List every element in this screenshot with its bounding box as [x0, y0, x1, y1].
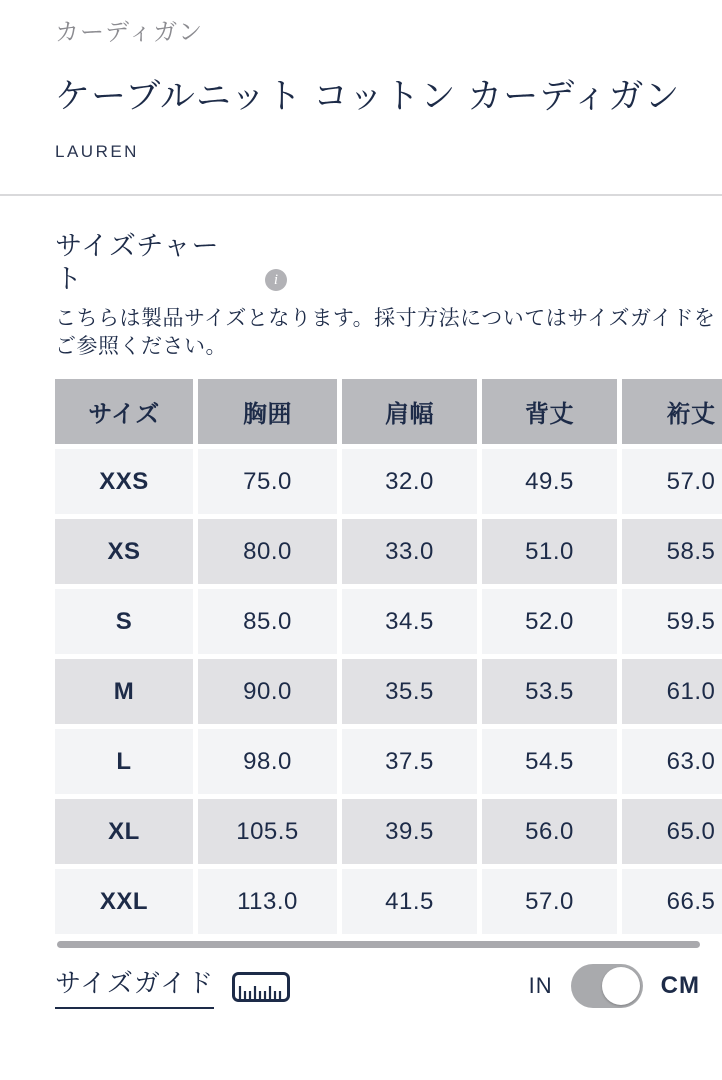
unit-label-in: IN: [528, 973, 553, 999]
toggle-knob[interactable]: [602, 967, 640, 1005]
measurement-cell: 52.0: [482, 589, 617, 654]
column-header: サイズ: [55, 379, 193, 444]
measurement-cell: 54.5: [482, 729, 617, 794]
size-chart-footer: [55, 963, 722, 1009]
size-label-cell: S: [55, 589, 193, 654]
measurement-cell: 65.0: [622, 799, 722, 864]
product-title: ケーブルニット コットン カーディガン: [55, 77, 681, 116]
measurement-cell: 57.0: [622, 449, 722, 514]
measurement-cell: 33.0: [342, 519, 477, 584]
measurement-cell: 57.0: [482, 869, 617, 934]
measurement-cell: 34.5: [342, 589, 477, 654]
size-guide: [55, 963, 290, 1009]
measurement-cell: 32.0: [342, 449, 477, 514]
brand-label: LAUREN: [55, 141, 139, 161]
size-label-cell: M: [55, 659, 193, 724]
category-label: カーディガン: [55, 19, 204, 46]
measurement-cell: 98.0: [198, 729, 337, 794]
measurement-cell: 63.0: [622, 729, 722, 794]
measurement-cell: 53.5: [482, 659, 617, 724]
size-chart-heading: サイズチャート: [55, 230, 220, 294]
measurement-cell: 56.0: [482, 799, 617, 864]
size-label-cell: XXS: [55, 449, 193, 514]
column-header: 胸囲: [198, 379, 337, 444]
column-header: 背丈: [482, 379, 617, 444]
measurement-cell: 58.5: [622, 519, 722, 584]
size-label-cell: XXL: [55, 869, 193, 934]
size-chart-description: こちらは製品サイズとなります。採寸方法についてはサイズガイドをご参照ください。: [55, 306, 716, 359]
info-icon[interactable]: i: [265, 269, 287, 291]
size-chart-heading-row: [55, 230, 722, 296]
measurement-cell: 85.0: [198, 589, 337, 654]
measurement-cell: 80.0: [198, 519, 337, 584]
size-label-cell: XL: [55, 799, 193, 864]
size-chart-table: [55, 379, 722, 934]
measurement-cell: 35.5: [342, 659, 477, 724]
measurement-cell: 39.5: [342, 799, 477, 864]
ruler-icon[interactable]: [232, 972, 290, 1002]
horizontal-scrollbar[interactable]: [57, 941, 700, 948]
unit-toggle[interactable]: [571, 964, 643, 1008]
measurement-cell: 37.5: [342, 729, 477, 794]
measurement-cell: 66.5: [622, 869, 722, 934]
product-header: [0, 0, 722, 162]
measurement-cell: 41.5: [342, 869, 477, 934]
measurement-cell: 113.0: [198, 869, 337, 934]
unit-toggle-group: [529, 964, 700, 1008]
measurement-cell: 75.0: [198, 449, 337, 514]
measurement-cell: 51.0: [482, 519, 617, 584]
measurement-cell: 105.5: [198, 799, 337, 864]
column-header: 肩幅: [342, 379, 477, 444]
unit-label-cm: CM: [660, 972, 700, 1000]
size-table-viewport: [55, 379, 722, 934]
column-header: 裄丈: [622, 379, 722, 444]
size-label-cell: XS: [55, 519, 193, 584]
size-chart-section: [0, 196, 722, 1009]
measurement-cell: 49.5: [482, 449, 617, 514]
size-guide-link[interactable]: サイズガイド: [55, 963, 214, 1009]
measurement-cell: 59.5: [622, 589, 722, 654]
measurement-cell: 90.0: [198, 659, 337, 724]
size-label-cell: L: [55, 729, 193, 794]
measurement-cell: 61.0: [622, 659, 722, 724]
